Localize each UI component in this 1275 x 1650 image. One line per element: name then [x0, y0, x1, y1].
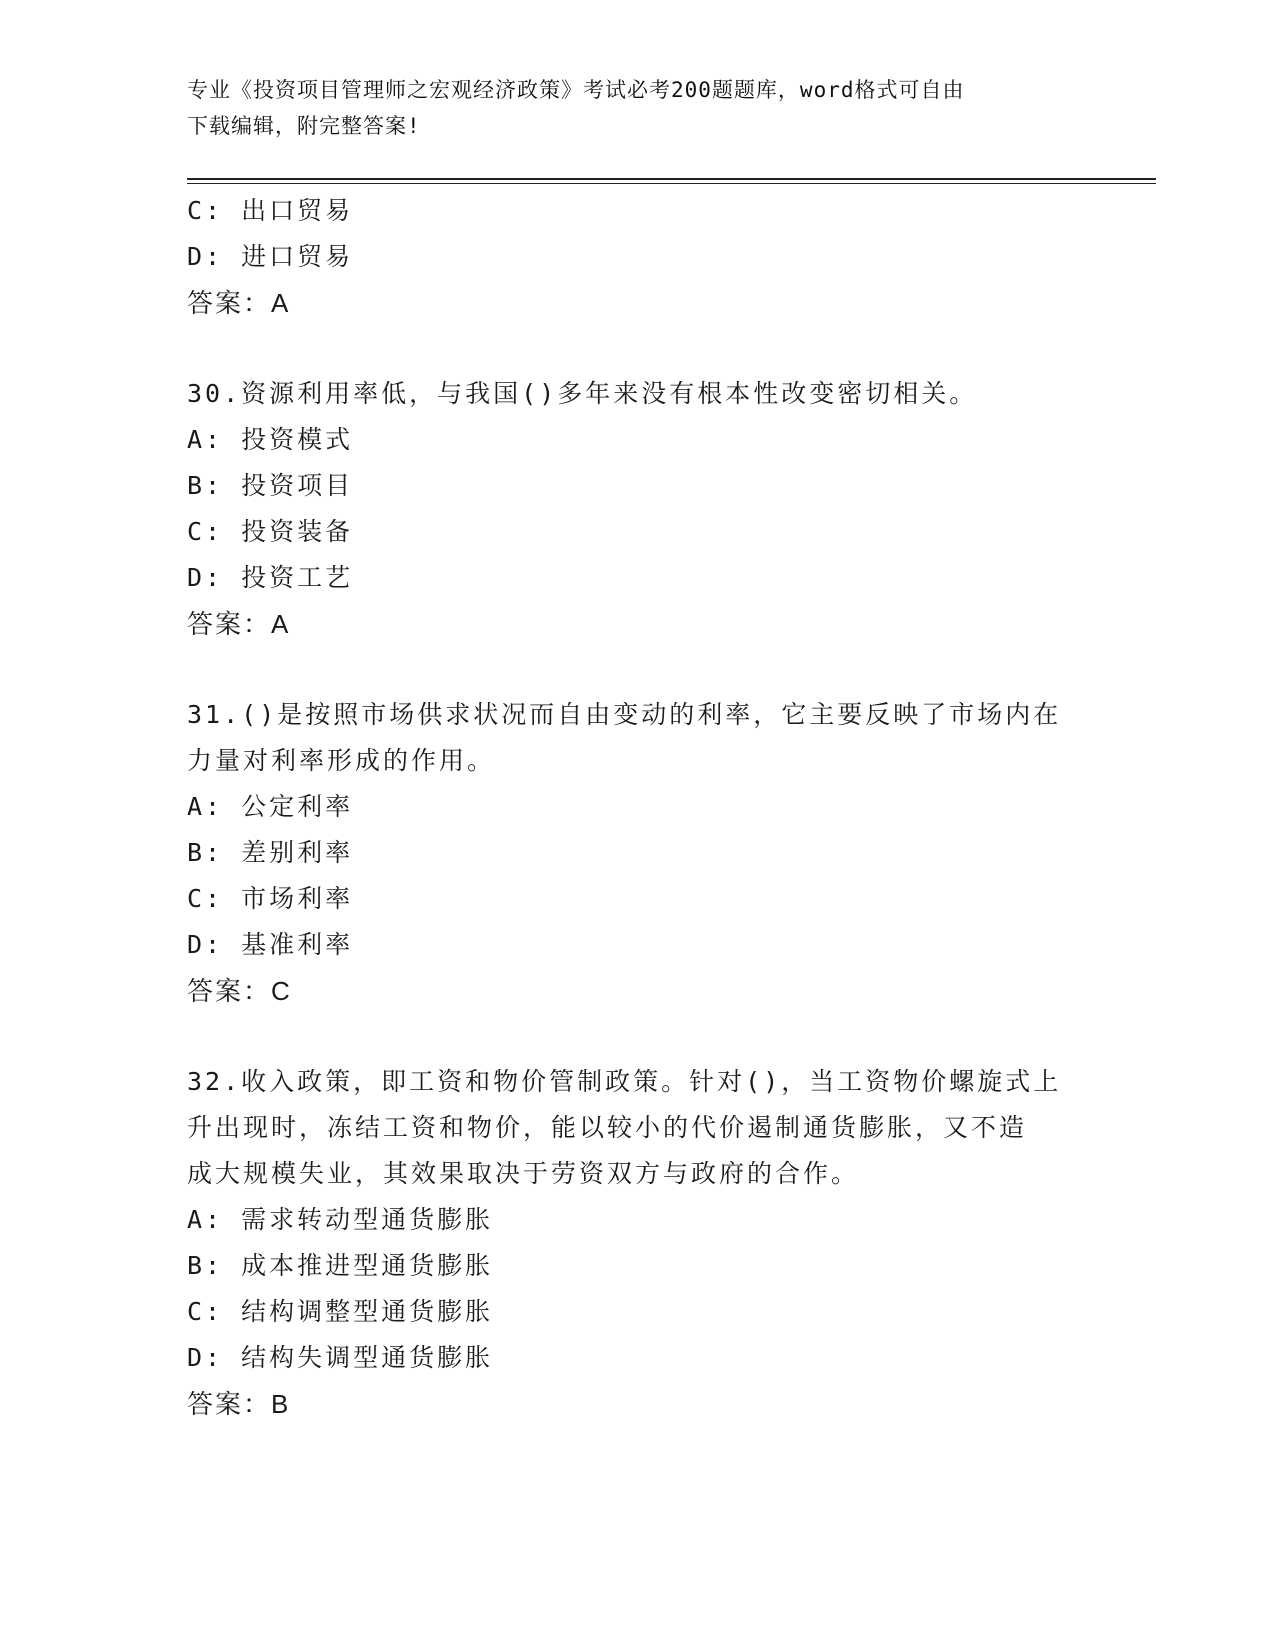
header-line-1: 专业《投资项目管理师之宏观经济政策》考试必考200题题库，word格式可自由: [187, 78, 965, 102]
option-a: A: 需求转动型通货膨胀: [187, 1205, 494, 1234]
question-block-carryover: [187, 188, 1087, 326]
question-stem-line-1: 31.()是按照市场供求状况而自由变动的利率，它主要反映了市场内在: [187, 700, 1062, 729]
question-stem: 30.资源利用率低，与我国()多年来没有根本性改变密切相关。: [187, 379, 978, 408]
option-d: D: 进口贸易: [187, 242, 354, 271]
question-stem-line-1: 32.收入政策，即工资和物价管制政策。针对()，当工资物价螺旋式上: [187, 1067, 1062, 1096]
option-d: D: 投资工艺: [187, 563, 354, 592]
header-rule-bottom: [187, 183, 1156, 184]
option-c: C: 出口贸易: [187, 196, 354, 225]
question-block-31: [187, 692, 1087, 1014]
answer-line: 答案：A: [187, 288, 291, 318]
option-b: B: 投资项目: [187, 471, 354, 500]
answer-line: 答案：B: [187, 1389, 291, 1419]
answer-line: 答案：A: [187, 609, 291, 639]
document-header: [187, 72, 1087, 144]
option-a: A: 公定利率: [187, 792, 354, 821]
option-c: C: 结构调整型通货膨胀: [187, 1297, 494, 1326]
option-b: B: 成本推进型通货膨胀: [187, 1251, 494, 1280]
header-rule-top: [187, 178, 1156, 180]
question-stem-line-3: 成大规模失业，其效果取决于劳资双方与政府的合作。: [187, 1159, 860, 1188]
spacer: [187, 1014, 1087, 1059]
header-line-2: 下载编辑，附完整答案!: [187, 114, 421, 138]
question-block-32: [187, 1059, 1087, 1427]
option-b: B: 差别利率: [187, 838, 354, 867]
spacer: [187, 326, 1087, 371]
answer-line: 答案：C: [187, 976, 292, 1006]
option-a: A: 投资模式: [187, 425, 354, 454]
option-c: C: 投资装备: [187, 517, 354, 546]
document-body: [187, 188, 1087, 1427]
spacer: [187, 647, 1087, 692]
option-c: C: 市场利率: [187, 884, 354, 913]
option-d: D: 基准利率: [187, 930, 354, 959]
question-stem-line-2: 升出现时，冻结工资和物价，能以较小的代价遏制通货膨胀，又不造: [187, 1113, 1028, 1142]
option-d: D: 结构失调型通货膨胀: [187, 1343, 494, 1372]
question-block-30: [187, 371, 1087, 647]
question-stem-line-2: 力量对利率形成的作用。: [187, 746, 496, 775]
